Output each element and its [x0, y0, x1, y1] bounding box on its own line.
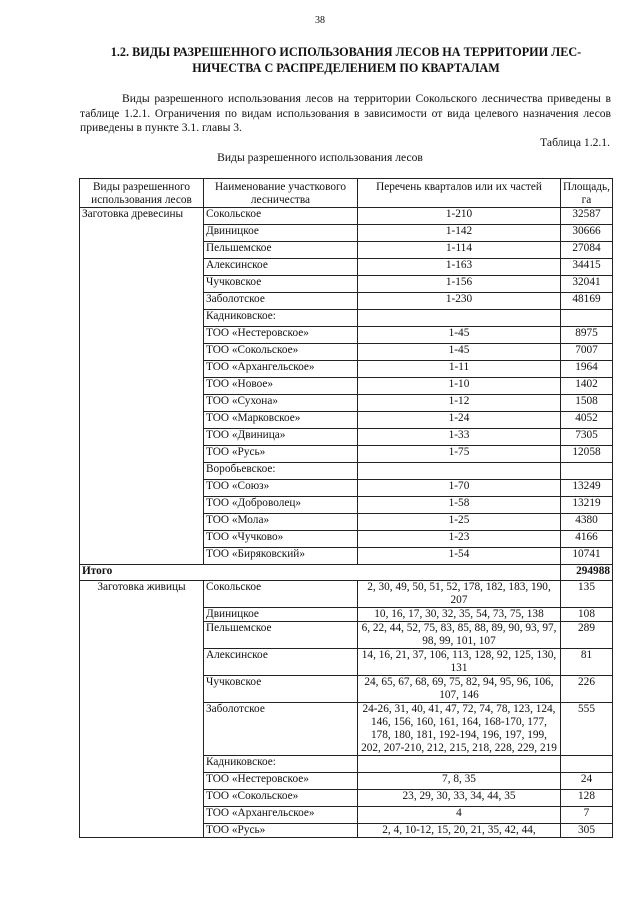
area-value: [561, 756, 613, 773]
quarters-list: 23, 29, 30, 33, 34, 44, 35: [358, 790, 561, 807]
forestry-name: ТОО «Сокольское»: [204, 790, 358, 807]
quarters-list: 1-230: [358, 293, 561, 310]
quarters-list: 1-156: [358, 276, 561, 293]
quarters-list: 1-45: [358, 344, 561, 361]
quarters-list: 10, 16, 17, 30, 32, 35, 54, 73, 75, 138: [358, 608, 561, 622]
forestry-name: Алексинское: [204, 649, 358, 676]
quarters-list: 1-70: [358, 480, 561, 497]
forestry-name: Сокольское: [204, 208, 358, 225]
forestry-name: ТОО «Сухона»: [204, 395, 358, 412]
area-value: 1964: [561, 361, 613, 378]
forestry-name: ТОО «Архангельское»: [204, 807, 358, 824]
quarters-list: 2, 30, 49, 50, 51, 52, 178, 182, 183, 190, 207: [358, 581, 561, 608]
quarters-list: [358, 756, 561, 773]
forestry-name: ТОО «Архангельское»: [204, 361, 358, 378]
header-area: Площадь, га: [561, 179, 613, 208]
area-value: 305: [561, 824, 613, 838]
section-heading: [80, 44, 612, 76]
table-label: Таблица 1.2.1.: [540, 136, 610, 149]
forestry-name: ТОО «Союз»: [204, 480, 358, 497]
area-value: 128: [561, 790, 613, 807]
forestry-name: ТОО «Новое»: [204, 378, 358, 395]
total-area: 294988: [561, 565, 613, 581]
forestry-name: Воробьевское:: [204, 463, 358, 480]
table-title: Виды разрешенного использования лесов: [217, 151, 423, 164]
usage-category: Заготовка древесины: [80, 208, 204, 565]
forestry-name: Кадниковское:: [204, 756, 358, 773]
forestry-name: ТОО «Мола»: [204, 514, 358, 531]
forestry-name: Заболотское: [204, 293, 358, 310]
area-value: 7305: [561, 429, 613, 446]
quarters-list: 1-45: [358, 327, 561, 344]
quarters-list: 6, 22, 44, 52, 75, 83, 85, 88, 89, 90, 93, 97, 98, 99, 101, 107: [358, 622, 561, 649]
area-value: [561, 310, 613, 327]
forestry-name: Двиницкое: [204, 225, 358, 242]
area-value: 32041: [561, 276, 613, 293]
page-number: 38: [315, 15, 325, 26]
quarters-list: 1-54: [358, 548, 561, 565]
quarters-list: 1-10: [358, 378, 561, 395]
quarters-list: [358, 310, 561, 327]
forestry-name: Кадниковское:: [204, 310, 358, 327]
area-value: 1402: [561, 378, 613, 395]
forestry-name: ТОО «Доброволец»: [204, 497, 358, 514]
usage-category: Заготовка живицы: [80, 581, 204, 838]
table-header-row: [80, 179, 613, 208]
forestry-name: Заболотское: [204, 703, 358, 756]
quarters-list: 1-58: [358, 497, 561, 514]
forestry-name: ТОО «Марковское»: [204, 412, 358, 429]
area-value: 12058: [561, 446, 613, 463]
area-value: 1508: [561, 395, 613, 412]
intro-text: Виды разрешенного использования лесов на территории Сокольского лесничества приведены в таблице 1.2.1. Ограничения по видам использования в зависимости от вида целевого назначения лесов приведены в пункте 3.1. главы 3.: [80, 92, 611, 134]
quarters-list: [358, 463, 561, 480]
usage-table: [79, 178, 613, 838]
area-value: 24: [561, 773, 613, 790]
quarters-list: 24, 65, 67, 68, 69, 75, 82, 94, 95, 96, 106, 107, 146: [358, 676, 561, 703]
quarters-list: 1-114: [358, 242, 561, 259]
table-row: [80, 581, 613, 608]
forestry-name: ТОО «Чучково»: [204, 531, 358, 548]
forestry-name: Двиницкое: [204, 608, 358, 622]
forestry-name: Сокольское: [204, 581, 358, 608]
area-value: 555: [561, 703, 613, 756]
quarters-list: 4: [358, 807, 561, 824]
area-value: 135: [561, 581, 613, 608]
intro-paragraph: [80, 92, 611, 136]
quarters-list: 7, 8, 35: [358, 773, 561, 790]
header-quarters: Перечень кварталов или их частей: [358, 179, 561, 208]
quarters-list: 1-12: [358, 395, 561, 412]
forestry-name: Пельшемское: [204, 242, 358, 259]
heading-line-2: НИЧЕСТВА С РАСПРЕДЕЛЕНИЕМ ПО КВАРТАЛАМ: [192, 61, 500, 75]
quarters-list: 1-23: [358, 531, 561, 548]
area-value: 7007: [561, 344, 613, 361]
area-value: 34415: [561, 259, 613, 276]
area-value: 7: [561, 807, 613, 824]
forestry-name: ТОО «Русь»: [204, 824, 358, 838]
header-forestry-name: Наименование участкового лесничества: [204, 179, 358, 208]
area-value: 4052: [561, 412, 613, 429]
area-value: [561, 463, 613, 480]
area-value: 289: [561, 622, 613, 649]
area-value: 13249: [561, 480, 613, 497]
forestry-name: ТОО «Нестеровское»: [204, 773, 358, 790]
area-value: 108: [561, 608, 613, 622]
header-usage-type: Виды разрешенного использования лесов: [80, 179, 204, 208]
area-value: 226: [561, 676, 613, 703]
area-value: 8975: [561, 327, 613, 344]
forestry-name: Чучковское: [204, 676, 358, 703]
forestry-name: Чучковское: [204, 276, 358, 293]
area-value: 4166: [561, 531, 613, 548]
total-label: Итого: [80, 565, 561, 581]
forestry-name: Пельшемское: [204, 622, 358, 649]
area-value: 30666: [561, 225, 613, 242]
forestry-name: ТОО «Двиница»: [204, 429, 358, 446]
quarters-list: 1-33: [358, 429, 561, 446]
quarters-list: 1-142: [358, 225, 561, 242]
quarters-list: 1-24: [358, 412, 561, 429]
quarters-list: 1-25: [358, 514, 561, 531]
quarters-list: 1-11: [358, 361, 561, 378]
area-value: 81: [561, 649, 613, 676]
table-row: [80, 208, 613, 225]
forestry-name: ТОО «Биряковский»: [204, 548, 358, 565]
forestry-name: ТОО «Русь»: [204, 446, 358, 463]
quarters-list: 2, 4, 10-12, 15, 20, 21, 35, 42, 44,: [358, 824, 561, 838]
quarters-list: 14, 16, 21, 37, 106, 113, 128, 92, 125, 130, 131: [358, 649, 561, 676]
forestry-name: Алексинское: [204, 259, 358, 276]
total-row: [80, 565, 613, 581]
quarters-list: 1-163: [358, 259, 561, 276]
area-value: 10741: [561, 548, 613, 565]
quarters-list: 1-210: [358, 208, 561, 225]
area-value: 27084: [561, 242, 613, 259]
quarters-list: 1-75: [358, 446, 561, 463]
area-value: 48169: [561, 293, 613, 310]
area-value: 32587: [561, 208, 613, 225]
area-value: 4380: [561, 514, 613, 531]
forestry-name: ТОО «Сокольское»: [204, 344, 358, 361]
quarters-list: 24-26, 31, 40, 41, 47, 72, 74, 78, 123, 124, 146, 156, 160, 161, 164, 168-170, 177, 178, 180, 181, 192-194, 196, 197, 199, 202, 207-210, 212, 215, 218, 228, 229, 219: [358, 703, 561, 756]
heading-line-1: 1.2. ВИДЫ РАЗРЕШЕННОГО ИСПОЛЬЗОВАНИЯ ЛЕСОВ НА ТЕРРИТОРИИ ЛЕС-: [110, 45, 582, 59]
area-value: 13219: [561, 497, 613, 514]
forestry-name: ТОО «Нестеровское»: [204, 327, 358, 344]
